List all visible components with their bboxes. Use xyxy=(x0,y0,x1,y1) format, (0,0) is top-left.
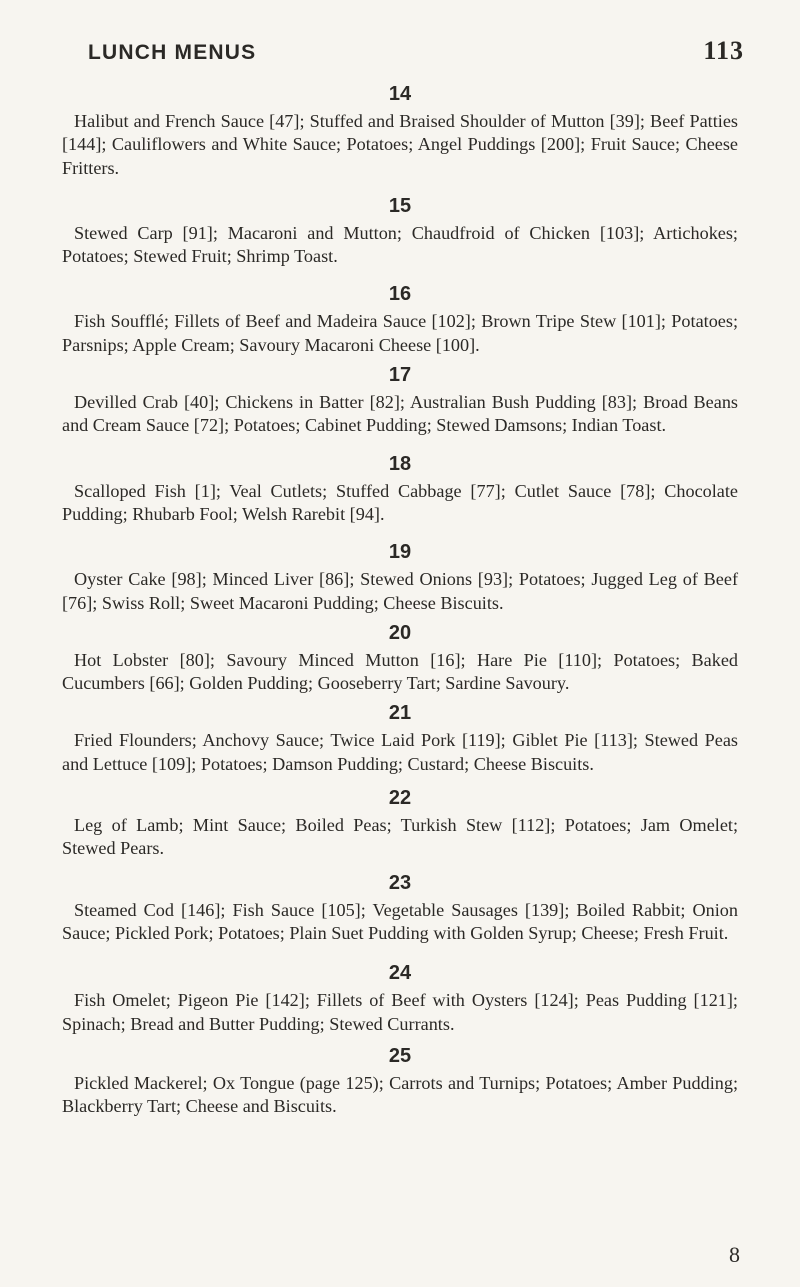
menu-number: 14 xyxy=(388,83,412,105)
menu-entry xyxy=(62,82,738,180)
printer-signature-mark: 8 xyxy=(729,1242,740,1267)
menu-text: Steamed Cod [146]; Fish Sauce [105]; Vegetable Sausages [139]; Boiled Rabbit; Onion Sauce; Pickled Pork; Potatoes; Plain Suet Pudding with Golden Syrup; Cheese; Fresh Fruit. xyxy=(62,899,738,943)
menu-entry xyxy=(62,1044,738,1119)
menu-text: Pickled Mackerel; Ox Tongue (page 125); Carrots and Turnips; Potatoes; Amber Pudding; Blackberry Tart; Cheese and Biscuits. xyxy=(62,1072,738,1117)
menu-number: 24 xyxy=(388,962,412,985)
menu-entry xyxy=(62,701,738,776)
menu-entry xyxy=(62,621,738,696)
page-title: LUNCH MENUS xyxy=(88,41,257,64)
menu-number: 17 xyxy=(388,364,412,387)
menu-text: Hot Lobster [80]; Savoury Minced Mutton [16]; Hare Pie [110]; Potatoes; Baked Cucumbers [66]; Golden Pudding; Gooseberry Tart; Sardine Savoury. xyxy=(62,649,738,694)
menu-text: Leg of Lamb; Mint Sauce; Boiled Peas; Turkish Stew [112]; Potatoes; Jam Omelet; Stewed Pears. xyxy=(62,815,738,859)
menu-number: 20 xyxy=(388,621,412,644)
menu-text: Fish Omelet; Pigeon Pie [142]; Fillets of Beef with Oysters [124]; Peas Pudding [121]; Spinach; Bread and Butter Pudding; Stewed Currants. xyxy=(62,990,738,1034)
menu-entry xyxy=(62,540,738,615)
menu-entry xyxy=(62,961,738,1036)
menu-entry xyxy=(62,871,738,946)
menu-number: 22 xyxy=(388,787,412,810)
menu-text: Oyster Cake [98]; Minced Liver [86]; Stewed Onions [93]; Potatoes; Jugged Leg of Beef [76]; Swiss Roll; Sweet Macaroni Pudding; Cheese Biscuits. xyxy=(62,569,738,613)
menu-text: Scalloped Fish [1]; Veal Cutlets; Stuffed Cabbage [77]; Cutlet Sauce [78]; Chocolate Pudding; Rhubarb Fool; Welsh Rarebit [94]. xyxy=(62,480,738,524)
menu-entry xyxy=(62,786,738,861)
menu-number: 16 xyxy=(388,283,412,306)
menu-number: 23 xyxy=(388,871,412,894)
menu-number: 18 xyxy=(388,452,412,475)
menu-text: Stewed Carp [91]; Macaroni and Mutton; Chaudfroid of Chicken [103]; Artichokes; Potatoes; Stewed Fruit; Shrimp Toast. xyxy=(62,222,738,267)
menu-number: 19 xyxy=(388,541,412,564)
menu-entry xyxy=(62,363,738,438)
menu-text: Devilled Crab [40]; Chickens in Batter [82]; Australian Bush Pudding [83]; Broad Beans and Cream Sauce [72]; Potatoes; Cabinet Pudding; Stewed Damsons; Indian Toast. xyxy=(62,392,738,436)
running-head xyxy=(88,36,744,66)
page-number: 113 xyxy=(703,36,744,65)
menu-number: 21 xyxy=(388,702,412,725)
menu-number: 25 xyxy=(388,1044,412,1067)
menu-entry xyxy=(62,452,738,527)
menu-text: Halibut and French Sauce [47]; Stuffed and Braised Shoulder of Mutton [39]; Beef Patties [144]; Cauliflowers and White Sauce; Potatoes; Angel Puddings [200]; Fruit Sauce; Cheese Fritters. xyxy=(62,111,738,178)
menu-text: Fried Flounders; Anchovy Sauce; Twice Laid Pork [119]; Giblet Pie [113]; Stewed Peas and Lettuce [109]; Potatoes; Damson Pudding; Custard; Cheese Biscuits. xyxy=(62,730,738,774)
menu-text: Fish Soufflé; Fillets of Beef and Madeira Sauce [102]; Brown Tripe Stew [101]; Potatoes; Parsnips; Apple Cream; Savoury Macaroni Cheese [100]. xyxy=(62,311,738,355)
menu-list xyxy=(62,82,738,1118)
menu-entry xyxy=(62,282,738,357)
menu-entry xyxy=(62,194,738,269)
menu-number: 15 xyxy=(388,194,412,217)
